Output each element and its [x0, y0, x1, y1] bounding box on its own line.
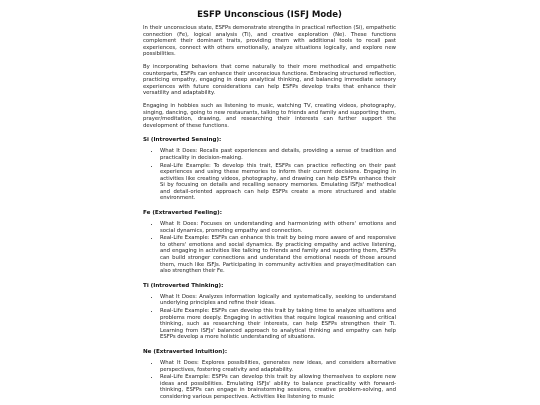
document-body	[143, 10, 396, 405]
section-list-fe	[143, 221, 396, 275]
section-list-ti	[143, 294, 396, 341]
list-item: • Real-Life Example: ESFPs can develop this trait by allowing themselves to explore new ideas and possibilities. Emulating ISFJs' ability to balance practicality with forward-thinking, ESFPs can engage in brainstorming sessions, creative problem-solving, and considering various perspectives. Activities like listening to music	[160, 374, 396, 400]
section-heading-si: Si (Introverted Sensing):	[143, 137, 222, 144]
list-item: • What It Does: Analyzes information logically and systematically, seeking to understand underlying principles and refine their ideas.	[160, 294, 396, 307]
intro-paragraph: By incorporating behaviors that come naturally to their more methodical and empathetic counterparts, ESFPs can enhance their unconscious functions. Embracing structured reflection, practicing empathy, engaging in deep analytical thinking, and balancing immediate sensory experiences with future considerations can help ESFPs develop traits that enhance their versatility and adaptability.	[143, 63, 396, 97]
intro-paragraph: Engaging in hobbies such as listening to music, watching TV, creating videos, photography, singing, dancing, going to new restaurants, talking to friends and family and supporting them, prayer/meditation, drawing, and researching their interests can further support the development of these functions.	[143, 102, 396, 129]
section-heading-ne: Ne (Extraverted Intuition):	[143, 348, 228, 355]
intro-paragraph: In their unconscious state, ESFPs demonstrate strengths in practical reflection (Si), empathetic connection (Fe), logical analysis (Ti), and creative exploration (Ne). These functions complement their dominant traits, providing them with additional tools to recall past experiences, connect with others emotionally, analyze situations logically, and explore new possibilities.	[143, 25, 396, 58]
section-list-ne	[143, 360, 396, 401]
page-title: ESFP Unconscious (ISFJ Mode)	[197, 10, 342, 20]
list-item: • What It Does: Recalls past experiences and details, providing a sense of tradition and practicality in decision-making.	[160, 148, 396, 161]
list-item: • What It Does: Focuses on understanding and harmonizing with others' emotions and social dynamics, promoting empathy and connection.	[160, 221, 396, 234]
section-list-si	[143, 148, 396, 202]
list-item: • Real-Life Example: To develop this trait, ESFPs can practice reflecting on their past experiences and using these memories to inform their current decisions. Engaging in activities like creating videos, photography, and drawing can help ESFPs enhance their Si by focusing on details and recalling sensory memories. Emulating ISFJs' methodical and detail-oriented approach can help ESFPs create a more structured and stable environment.	[160, 163, 396, 203]
list-item: • Real-Life Example: ESFPs can develop this trait by taking time to analyze situations and problems more deeply. Engaging in activities that require logical reasoning and critical thinking, such as researching their interests, can help ESFPs strengthen their Ti. Learning from ISFJs' balanced approach to analytical thinking and empathy can help ESFPs develop a more holistic understanding of situations.	[160, 308, 396, 341]
section-heading-ti: Ti (Introverted Thinking):	[143, 282, 224, 289]
list-item: • What It Does: Explores possibilities, generates new ideas, and considers alternative perspectives, fostering creativity and adaptability.	[160, 360, 396, 373]
section-heading-fe: Fe (Extraverted Feeling):	[143, 210, 222, 217]
list-item: • Real-Life Example: ESFPs can enhance this trait by being more aware of and responsive to others' emotions and social dynamics. By practicing empathy and active listening, and engaging in activities like talking to friends and family and supporting them, ESFPs can build stronger connections and understand the emotional needs of those around them, much like ISFJs. Participating in community activities and prayer/meditation can also strengthen their Fe.	[160, 235, 396, 275]
